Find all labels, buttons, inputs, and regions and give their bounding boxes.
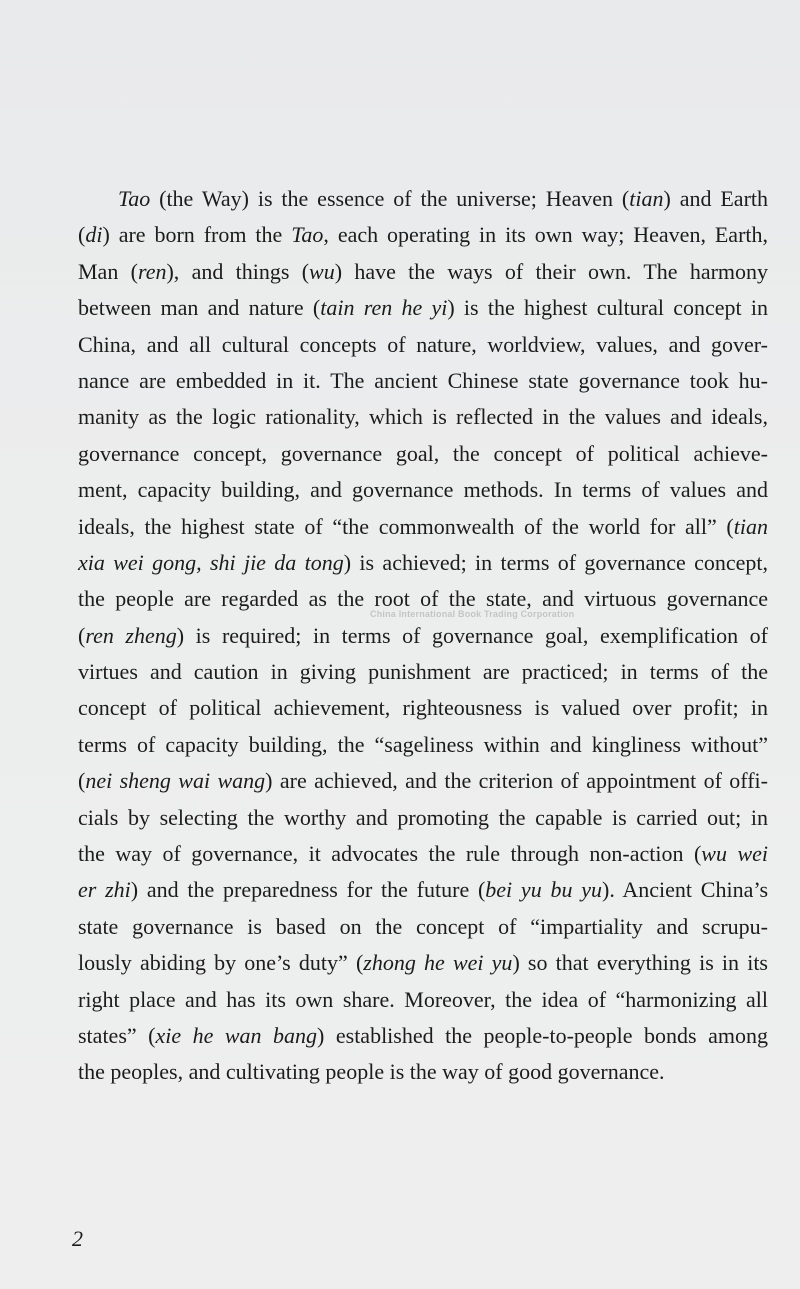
text-run: ) are achieved, and the criterion of appointment of offi- (265, 768, 768, 794)
text-run: ( (78, 768, 86, 794)
italic-term: xie he wan bang (155, 1022, 318, 1048)
body-paragraph (78, 181, 768, 1091)
text-line (78, 545, 768, 581)
text-run: the peoples, and cultivating people is the way of good governance. (78, 1059, 665, 1085)
text-line (78, 945, 768, 981)
italic-term: tain ren he yi (320, 295, 448, 321)
text-line (78, 763, 768, 799)
italic-term: bei yu bu yu (485, 877, 602, 903)
text-run: state governance is based on the concept of “impartiality and scrupu- (78, 913, 768, 939)
italic-term: nei sheng wai wang (85, 768, 266, 794)
text-run: , each operating in its own way; Heaven, Earth, (323, 222, 769, 248)
text-run: manity as the logic rationality, which is reflected in the values and ideals, (78, 404, 768, 430)
text-run: ) is achieved; in terms of governance concept, (343, 549, 769, 575)
text-line (78, 1018, 768, 1054)
text-run: ) established the people-to-people bonds among (317, 1022, 768, 1048)
italic-term: zhong he wei yu (363, 950, 513, 976)
text-run: nance are embedded in it. The ancient Chinese state governance took hu- (78, 367, 768, 393)
text-line (78, 618, 768, 654)
text-run: ) so that everything is in its (512, 950, 768, 976)
text-line (78, 327, 768, 363)
text-run: ). Ancient China’s (602, 877, 769, 903)
italic-term: xia wei gong, shi jie da tong (78, 549, 344, 575)
watermark: China International Book Trading Corporation (370, 609, 575, 619)
text-run: cials by selecting the worthy and promoting the capable is carried out; in (78, 804, 768, 830)
italic-term: er zhi (78, 877, 131, 903)
text-line (78, 982, 768, 1018)
page-number: 2 (72, 1226, 83, 1251)
text-line (78, 181, 768, 217)
text-run: terms of capacity building, the “sageliness within and kingliness without” (78, 731, 768, 757)
italic-term: Tao (291, 222, 324, 248)
text-run: governance concept, governance goal, the concept of political achieve- (78, 440, 768, 466)
text-run: ideals, the highest state of “the commonwealth of the world for all” ( (78, 513, 734, 539)
text-line (78, 254, 768, 290)
text-line (78, 290, 768, 326)
text-run: (the Way) is the essence of the universe; Heaven ( (150, 186, 630, 211)
text-run: ), and things ( (166, 258, 310, 284)
text-run: ( (78, 622, 86, 648)
text-line (78, 727, 768, 763)
italic-term: Tao (118, 186, 151, 211)
text-run: the people are regarded as the root of the state, and virtuous governance (78, 586, 768, 612)
italic-term: wu wei (701, 841, 768, 867)
text-run: ) is the highest cultural concept in (447, 295, 768, 321)
text-line (78, 436, 768, 472)
text-run: Man ( (78, 258, 138, 284)
text-run: concept of political achievement, righteousness is valued over profit; in (78, 695, 768, 721)
italic-term: tian (629, 186, 664, 211)
text-line (78, 472, 768, 508)
text-line (78, 1054, 768, 1090)
text-line (78, 909, 768, 945)
text-run: virtues and caution in giving punishment are practiced; in terms of the (78, 659, 768, 685)
text-line (78, 654, 768, 690)
text-run: ) have the ways of their own. The harmony (334, 258, 769, 284)
text-line (78, 872, 768, 908)
text-line (78, 363, 768, 399)
italic-term: di (85, 222, 103, 248)
italic-term: tian (733, 513, 768, 539)
text-run: ( (78, 222, 86, 248)
italic-term: ren zheng (85, 622, 177, 648)
text-line (78, 509, 768, 545)
text-run: ment, capacity building, and governance methods. In terms of values and (78, 477, 768, 503)
text-run: between man and nature ( (78, 295, 321, 321)
text-run: ) and Earth (663, 186, 769, 211)
text-run: ) are born from the (102, 222, 292, 248)
text-run: the way of governance, it advocates the rule through non-action ( (78, 841, 702, 867)
text-line (78, 399, 768, 435)
text-line (78, 690, 768, 726)
text-run: China, and all cultural concepts of nature, worldview, values, and gover- (78, 331, 768, 357)
text-run: ) and the preparedness for the future ( (130, 877, 486, 903)
italic-term: ren (137, 258, 167, 284)
text-line (78, 836, 768, 872)
text-run: ) is required; in terms of governance goal, exemplification of (176, 622, 768, 648)
text-run: lously abiding by one’s duty” ( (78, 950, 364, 976)
text-line (78, 217, 768, 253)
italic-term: wu (309, 258, 335, 284)
text-line (78, 800, 768, 836)
text-run: right place and has its own share. Moreover, the idea of “harmonizing all (78, 986, 768, 1012)
text-run: states” ( (78, 1022, 156, 1048)
